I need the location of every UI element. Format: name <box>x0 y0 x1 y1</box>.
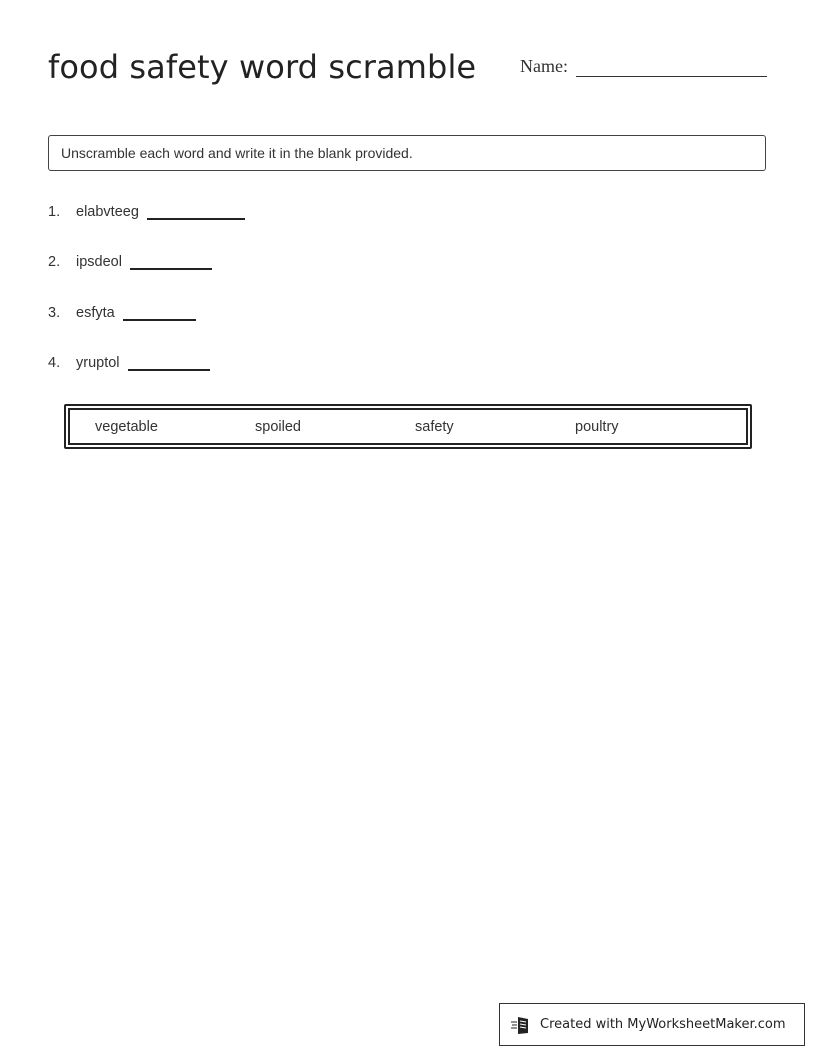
answer-blank[interactable] <box>128 355 210 371</box>
scrambled-word: elabvteeg <box>76 204 139 220</box>
footer-credit[interactable] <box>499 1003 805 1046</box>
word-bank-item: safety <box>415 419 454 435</box>
problem-item <box>48 355 210 371</box>
word-bank-inner <box>68 408 748 445</box>
scrambled-word: esfyta <box>76 305 115 321</box>
answer-blank[interactable] <box>130 254 212 270</box>
worksheet-logo-icon <box>510 1014 532 1036</box>
word-bank <box>64 404 752 449</box>
problem-number: 3. <box>48 305 61 321</box>
instructions-text: Unscramble each word and write it in the blank provided. <box>61 145 413 161</box>
page-title: food safety word scramble <box>48 48 477 86</box>
scrambled-word: yruptol <box>76 355 120 371</box>
problem-number: 4. <box>48 355 61 371</box>
answer-blank[interactable] <box>123 305 196 321</box>
word-bank-item: vegetable <box>95 419 158 435</box>
name-label: Name: <box>520 56 568 76</box>
name-blank-line[interactable] <box>576 52 767 77</box>
problem-item <box>48 305 196 321</box>
problem-number: 1. <box>48 204 61 220</box>
problem-item <box>48 254 212 270</box>
footer-text: Created with MyWorksheetMaker.com <box>540 1017 786 1032</box>
scrambled-word: ipsdeol <box>76 254 122 270</box>
word-bank-item: poultry <box>575 419 619 435</box>
answer-blank[interactable] <box>147 204 245 220</box>
problem-item <box>48 204 245 220</box>
problem-number: 2. <box>48 254 61 270</box>
instructions-box <box>48 135 766 171</box>
name-field-group <box>520 52 767 77</box>
word-bank-item: spoiled <box>255 419 301 435</box>
